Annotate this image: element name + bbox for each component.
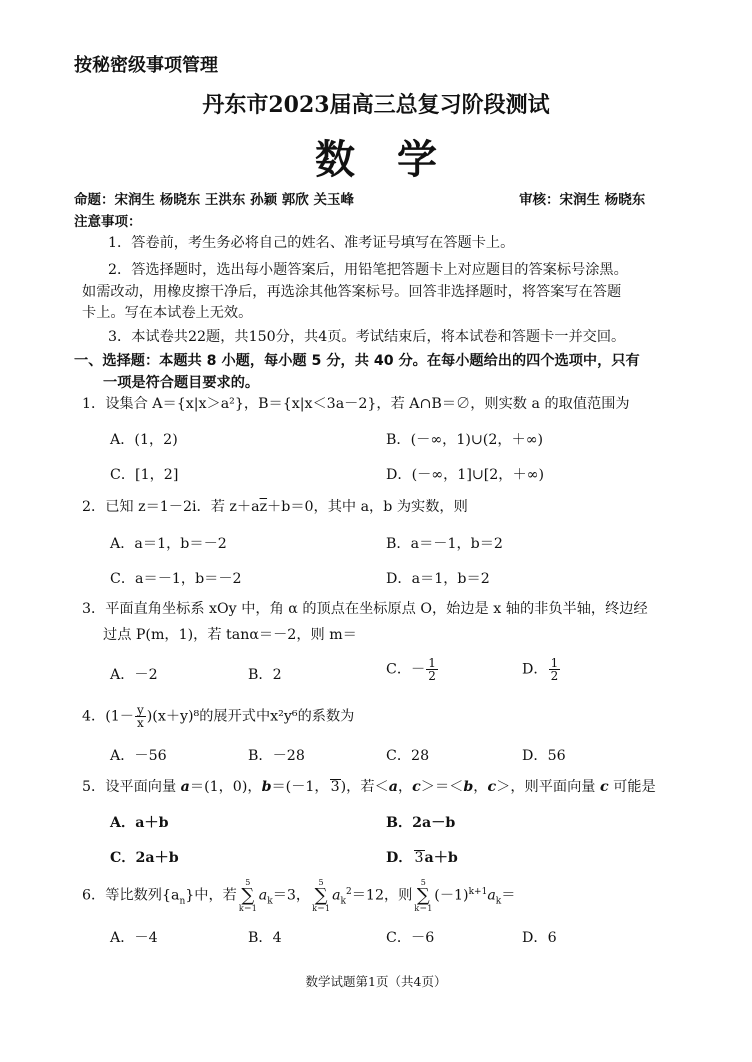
- exam-title: 丹东市2023届高三总复习阶段测试: [202, 92, 550, 118]
- q6-option-b: B．4: [248, 930, 282, 946]
- question-5-stem: 5．设平面向量 a＝(1，0)，b＝(－1， 3)，若＜a，c＞＝＜b，c＞，则平面向量 c 可能是: [82, 779, 656, 795]
- q2-option-b: B．a＝－1，b＝2: [386, 536, 503, 552]
- q5-option-b: B．2a－b: [386, 815, 456, 831]
- question-6-stem: 6．等比数列$\{a_n\}$中，若 5 ∑ k＝1 $a_k=3$， 5 ∑ k＝1 $a_k^2=12$，则 5 ∑ k＝1 $(-1)^{k+1}a_k=$: [82, 878, 516, 913]
- question-3-stem-line-2: 过点 P(m，1)，若 tanα＝－2，则 m＝: [103, 627, 357, 643]
- q5-option-a: A．a＋b: [110, 815, 169, 831]
- q5-option-d: D． 3a＋b: [386, 850, 458, 866]
- q6-option-c: C．－6: [386, 930, 435, 946]
- q2-option-a: A．a＝1，b＝－2: [110, 536, 227, 552]
- page-footer: 数学试题第1页（共4页）: [305, 974, 447, 989]
- q3-option-b: B．2: [248, 667, 282, 683]
- section-1-heading: 一、选择题：本题共 8 小题，每小题 5 分，共 40 分。在每小题给出的四个选项中，只有: [74, 353, 640, 369]
- q6-option-a: A．－4: [110, 930, 158, 946]
- q1-option-d: D．(－∞，1]∪[2，＋∞): [386, 467, 545, 483]
- note-item-1: 1．答卷前，考生务必将自己的姓名、准考证号填写在答题卡上。: [108, 235, 515, 251]
- reviewers: 审核：宋润生 杨晓东: [519, 192, 646, 208]
- notes-heading: 注意事项：: [74, 214, 142, 230]
- note-item-2-line-2: 如需改动，用橡皮擦干净后，再选涂其他答案标号。回答非选择题时，将答案写在答题: [82, 284, 622, 300]
- note-item-3: 3．本试卷共22题，共150分，共4页。考试结束后，将本试卷和答题卡一并交回。: [108, 329, 626, 345]
- q3-option-a: A．－2: [110, 667, 158, 683]
- q1-option-a: A．(1，2): [110, 432, 178, 448]
- subject-title: 数学: [315, 136, 479, 183]
- q1-option-c: C．[1，2]: [110, 467, 179, 483]
- note-item-2-line-1: 2．答选择题时，选出每小题答案后，用铅笔把答题卡上对应题目的答案标号涂黑。: [108, 262, 628, 278]
- q2-option-c: C．a＝－1，b＝－2: [110, 571, 242, 587]
- question-3-stem-line-1: 3．平面直角坐标系 xOy 中，角 α 的顶点在坐标原点 O，始边是 x 轴的非负半轴，终边经: [82, 601, 648, 617]
- q4-option-d: D．56: [522, 748, 566, 764]
- q4-option-a: A．－56: [110, 748, 167, 764]
- confidential-label: 按秘密级事项管理: [74, 55, 218, 76]
- question-2-stem: 2．已知 z＝1－2i．若 $z+a\overline{z}+b=0$，其中 a，b 为实数，则: [82, 499, 468, 515]
- q5-option-c: C．2a＋b: [110, 850, 179, 866]
- question-1-stem: 1．设集合 A＝{x|x＞a²}，B＝{x|x＜3a－2}，若 A∩B＝∅，则实数 a 的取值范围为: [82, 396, 630, 412]
- section-1-heading-cont: 一项是符合题目要求的。: [103, 375, 260, 391]
- q6-option-d: D．6: [522, 930, 557, 946]
- question-4-stem: 4．(1－ $\frac{y}{x}$ )(x＋y)⁸的展开式中x²y⁶的系数为: [82, 703, 355, 730]
- note-item-2-line-3: 卡上。写在本试卷上无效。: [82, 305, 253, 321]
- q4-option-b: B．－28: [248, 748, 305, 764]
- q4-option-c: C．28: [386, 748, 430, 764]
- authors: 命题：宋润生 杨晓东 王洪东 孙颖 郭欣 关玉峰: [74, 192, 354, 208]
- q3-option-c: C．－ $\frac{1}{2}$: [386, 656, 436, 683]
- q2-option-d: D．a＝1，b＝2: [386, 571, 490, 587]
- q1-option-b: B．(－∞，1)∪(2，＋∞): [386, 432, 544, 448]
- q3-option-d: D． $\frac{1}{2}$: [522, 656, 559, 683]
